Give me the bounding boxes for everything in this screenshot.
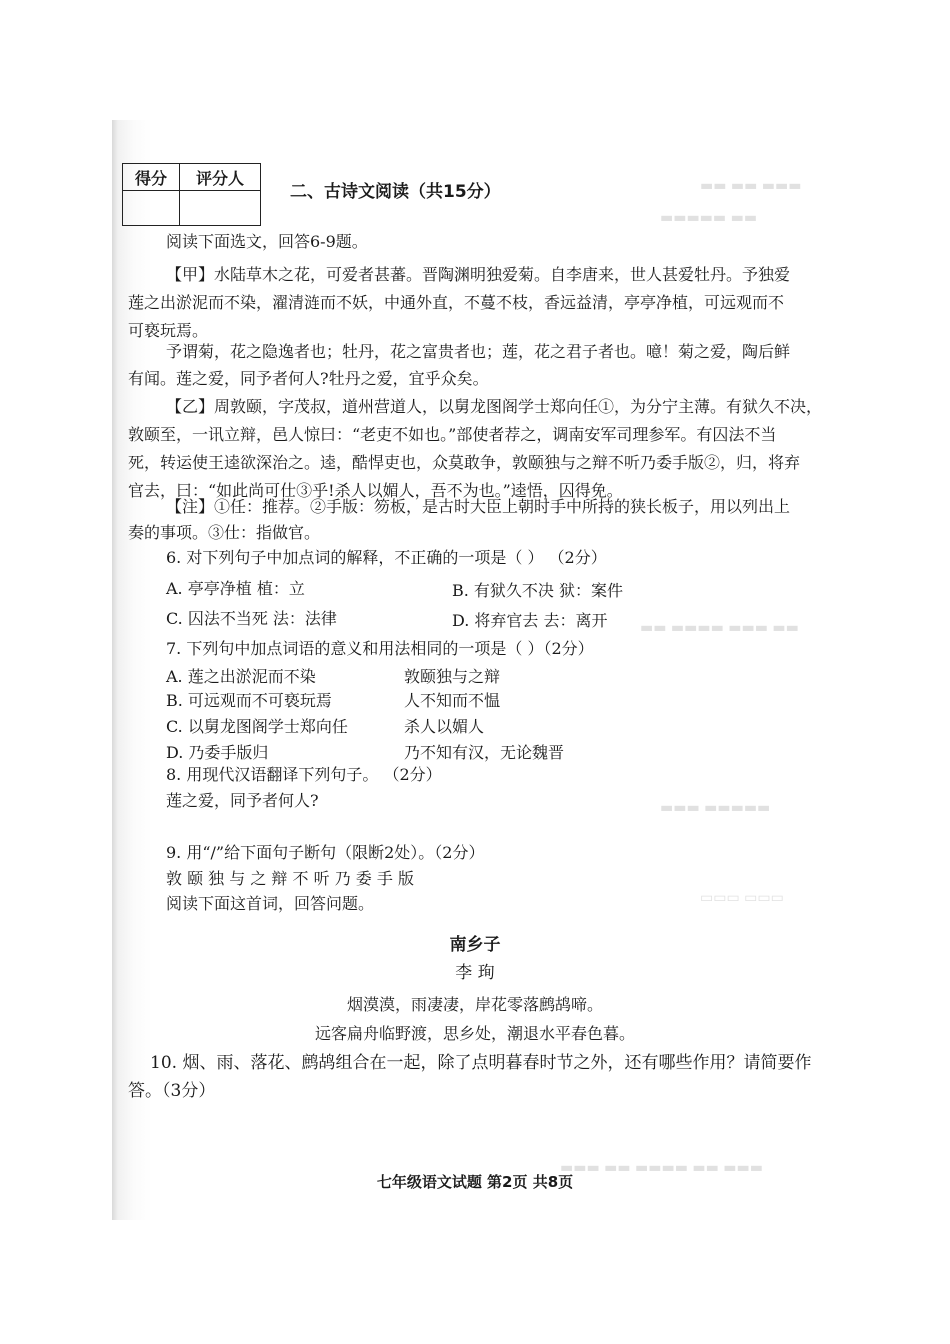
grader-field[interactable] bbox=[180, 191, 261, 226]
q6-option-c[interactable]: C. 囚法不当死 法：法律 bbox=[166, 609, 337, 628]
question-9-stem: 9. 用“/”给下面句子断句（限断2处）。（2分） bbox=[166, 843, 485, 862]
page-footer: 七年级语文试题 第2页 共8页 bbox=[376, 1173, 574, 1191]
poem-title: 南乡子 bbox=[449, 935, 501, 955]
question-6-stem: 6. 对下列句子中加点词的解释，不正确的一项是（ ） （2分） bbox=[166, 548, 607, 567]
bleed-through: ▬▬ ▬▬▬▬ ▬▬▬ ▬▬ bbox=[640, 620, 799, 636]
bleed-through: ▭▭▭ ▭▭▭ bbox=[700, 890, 784, 906]
poem-author: 李 珣 bbox=[455, 963, 495, 983]
q6-option-b[interactable]: B. 有狱久不决 狱：案件 bbox=[452, 581, 624, 600]
passage-yi-line: 死，转运使王逵欲深治之。逵，酷悍吏也，众莫敢争，敦颐独与之辩不听乃委手版②，归，将弃 bbox=[128, 453, 801, 472]
passage-jia-line: 莲之出淤泥而不染，濯清涟而不妖，中通外直，不蔓不枝，香远益清，亭亭净植，可远观而不 bbox=[128, 293, 785, 312]
q6-option-a[interactable]: A. 亭亭净植 植：立 bbox=[166, 579, 305, 598]
question-10-stem: 10. 烟、雨、落花、鹧鸪组合在一起，除了点明暮春时节之外，还有哪些作用？请简要作 bbox=[150, 1053, 812, 1073]
poem-intro: 阅读下面这首词，回答问题。 bbox=[166, 894, 375, 913]
q7-option-b-compare: 人不知而不愠 bbox=[404, 691, 501, 710]
q7-option-c[interactable]: C. 以舅龙图阁学士郑向任 bbox=[166, 717, 348, 736]
score-label: 得分 bbox=[123, 164, 180, 191]
passage-jia-line: 有闻。莲之爱，同予者何人?牡丹之爱，宜乎众矣。 bbox=[128, 369, 489, 388]
passage-yi-line: 【乙】周敦颐，字茂叔，道州营道人，以舅龙图阁学士郑向任①，为分宁主薄。有狱久不决， bbox=[166, 397, 823, 416]
q6-option-d[interactable]: D. 将弃官去 去：离开 bbox=[452, 611, 608, 630]
section-title: 二、古诗文阅读（共15分） bbox=[290, 182, 501, 202]
q7-option-b[interactable]: B. 可远观而不可亵玩焉 bbox=[166, 691, 332, 710]
question-10-stem-cont: 答。（3分） bbox=[128, 1081, 216, 1101]
passage-jia-line: 【甲】水陆草木之花，可爱者甚蕃。晋陶渊明独爱菊。自李唐来，世人甚爱牡丹。予独爱 bbox=[166, 265, 791, 284]
question-7-stem: 7. 下列句中加点词语的意义和用法相同的一项是（ ）（2分） bbox=[166, 639, 594, 658]
score-box bbox=[122, 163, 261, 226]
question-8-stem: 8. 用现代汉语翻译下列句子。 （2分） bbox=[166, 765, 442, 784]
bleed-through: ▬▬ ▬▬ ▬▬▬ bbox=[700, 178, 802, 194]
score-field[interactable] bbox=[123, 191, 180, 226]
question-8-sentence: 莲之爱，同予者何人? bbox=[166, 791, 319, 810]
q7-option-d[interactable]: D. 乃委手版归 bbox=[166, 743, 269, 762]
reading-intro: 阅读下面选文，回答6-9题。 bbox=[166, 232, 368, 251]
poem-line: 远客扁舟临野渡，思乡处，潮退水平春色暮。 bbox=[314, 1024, 635, 1043]
q7-option-a[interactable]: A. 莲之出淤泥而不染 bbox=[166, 667, 316, 686]
passage-jia-line: 可亵玩焉。 bbox=[128, 321, 209, 340]
poem-line: 烟漠漠，雨凄凄，岸花零落鹧鸪啼。 bbox=[346, 995, 603, 1014]
notes-line: 【注】①任：推荐。②手版：笏板，是古时大臣上朝时手中所持的狭长板子，用以列出上 bbox=[166, 497, 791, 516]
passage-yi-line: 敦颐至，一讯立辩，邑人惊曰：“老吏不如也。”部使者荐之，调南安军司理参军。有囚法不当 bbox=[128, 425, 777, 444]
passage-yi-line: 官去，曰：“如此尚可仕③乎!杀人以媚人，吾不为也。”逵悟，囚得免。 bbox=[128, 481, 623, 500]
question-9-sentence: 敦 颐 独 与 之 辩 不 听 乃 委 手 版 bbox=[166, 869, 414, 888]
bleed-through: ▬▬▬ ▬▬▬▬▬ bbox=[660, 800, 771, 816]
q7-option-a-compare: 敦颐独与之辩 bbox=[404, 667, 501, 686]
notes-line: 奏的事项。③仕：指做官。 bbox=[128, 523, 321, 542]
q7-option-c-compare: 杀人以媚人 bbox=[404, 717, 485, 736]
grader-label: 评分人 bbox=[180, 164, 261, 191]
passage-jia-line: 予谓菊，花之隐逸者也；牡丹，花之富贵者也；莲，花之君子者也。噫！菊之爱，陶后鲜 bbox=[166, 342, 791, 361]
bleed-through: ▬▬▬▬▬ ▬▬ bbox=[660, 210, 758, 226]
q7-option-d-compare: 乃不知有汉，无论魏晋 bbox=[404, 743, 565, 762]
bleed-through: ▬▬▬ ▬▬ ▬▬▬▬ ▬▬ ▬▬▬ bbox=[560, 1160, 763, 1176]
